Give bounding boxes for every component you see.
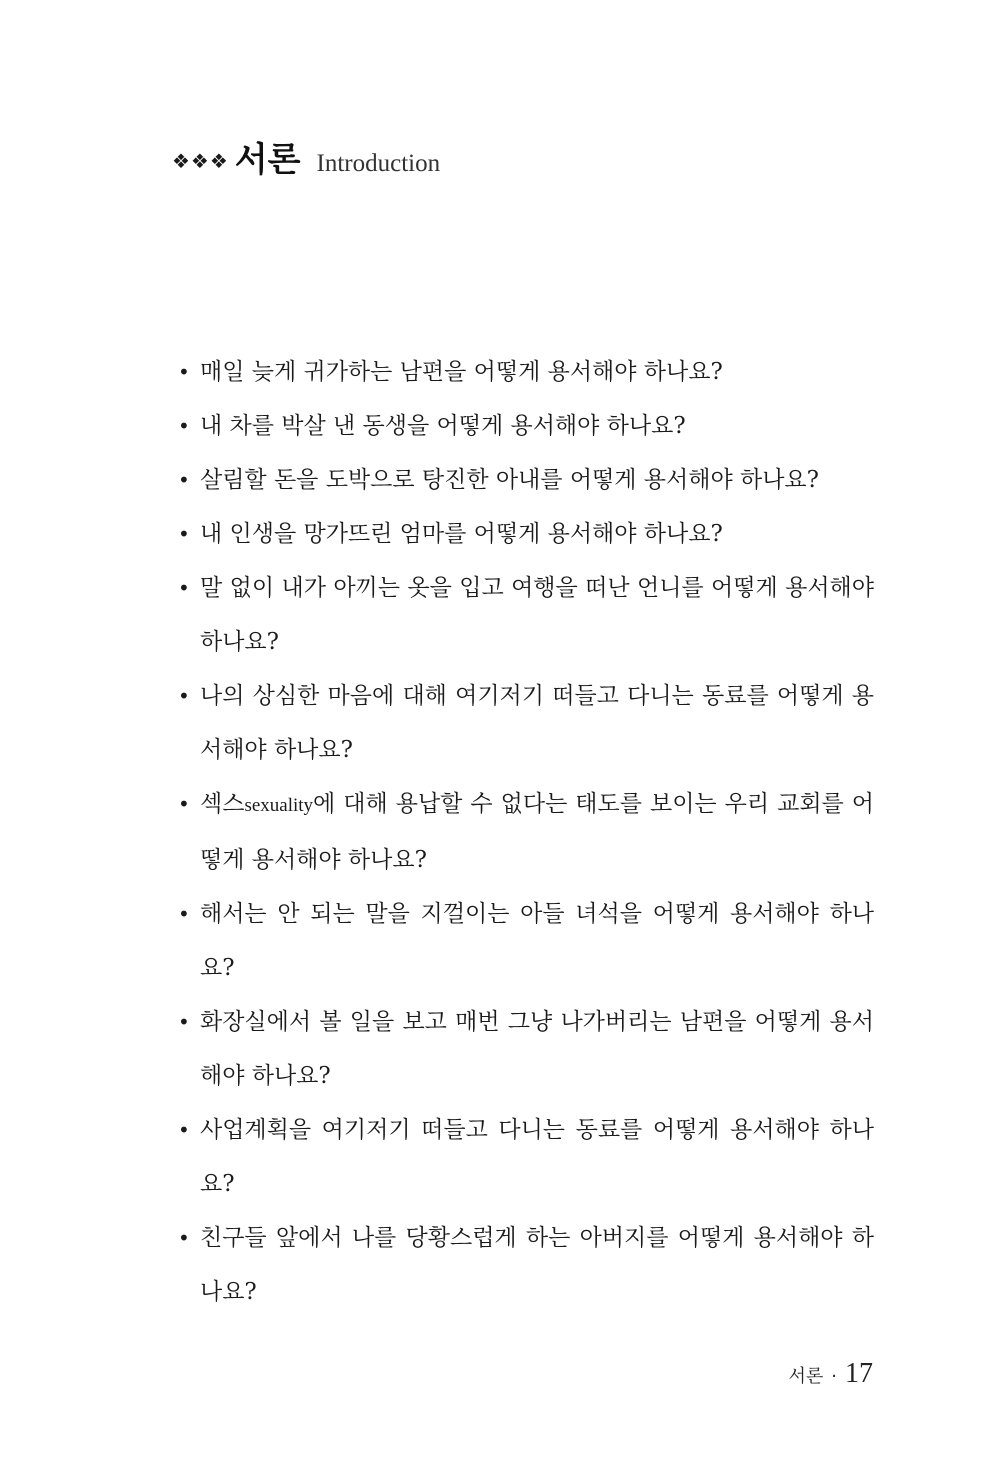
question-text: 해서는 안 되는 말을 지껄이는 아들 녀석을 어떻게 용서해야 하나요? — [200, 901, 874, 981]
bullet-icon: • — [178, 1118, 190, 1142]
question-text: 화장실에서 볼 일을 보고 매번 그냥 나가버리는 남편을 어떻게 용서해야 하나요? — [200, 1009, 874, 1089]
page-header — [172, 132, 440, 181]
question-text: 친구들 앞에서 나를 당황스럽게 하는 아버지를 어떻게 용서해야 하나요? — [200, 1225, 874, 1305]
bullet-icon: • — [178, 522, 190, 546]
bullet-icon: • — [178, 576, 190, 600]
list-item — [178, 1211, 874, 1319]
bullet-icon: • — [178, 684, 190, 708]
english-term: sexuality — [244, 795, 314, 816]
list-item — [178, 507, 874, 561]
list-item — [178, 777, 874, 887]
list-item — [178, 1103, 874, 1211]
page-number: 17 — [845, 1358, 873, 1389]
footer-separator: · — [831, 1366, 837, 1387]
bullet-icon: • — [178, 414, 190, 438]
question-text: 나의 상심한 마음에 대해 여기저기 떠들고 다니는 동료를 어떻게 용서해야 하나요? — [200, 683, 874, 763]
bullet-icon: • — [178, 1010, 190, 1034]
diamond-ornament-icon: ❖❖❖ — [172, 149, 229, 173]
list-item — [178, 887, 874, 995]
bullet-icon: • — [178, 1226, 190, 1250]
page-footer — [788, 1358, 873, 1390]
question-text: 사업계획을 여기저기 떠들고 다니는 동료를 어떻게 용서해야 하나요? — [200, 1117, 874, 1197]
bullet-icon: • — [178, 902, 190, 926]
question-list — [178, 345, 874, 1319]
question-text: 내 차를 박살 낸 동생을 어떻게 용서해야 하나요? — [200, 413, 686, 439]
question-text: 매일 늦게 귀가하는 남편을 어떻게 용서해야 하나요? — [200, 359, 723, 385]
question-text: 내 인생을 망가뜨린 엄마를 어떻게 용서해야 하나요? — [200, 521, 723, 547]
list-item — [178, 561, 874, 669]
bullet-icon: • — [178, 792, 190, 816]
list-item — [178, 453, 874, 507]
list-item — [178, 669, 874, 777]
question-text — [200, 791, 874, 873]
list-item — [178, 399, 874, 453]
question-text: 말 없이 내가 아끼는 옷을 입고 여행을 떠난 언니를 어떻게 용서해야 하나요? — [200, 575, 874, 655]
bullet-icon: • — [178, 468, 190, 492]
footer-section-title: 서론 — [788, 1366, 824, 1387]
question-text-part: 에 대해 용납할 수 없다는 태도를 보이는 우리 교회를 어떻게 용서해야 하나요? — [200, 791, 874, 873]
page-subtitle: Introduction — [316, 150, 441, 177]
bullet-icon: • — [178, 360, 190, 384]
list-item — [178, 995, 874, 1103]
list-item — [178, 345, 874, 399]
question-text: 살림할 돈을 도박으로 탕진한 아내를 어떻게 용서해야 하나요? — [200, 467, 819, 493]
page-title: 서론 — [234, 140, 301, 180]
question-text-part: 섹스 — [200, 791, 245, 817]
